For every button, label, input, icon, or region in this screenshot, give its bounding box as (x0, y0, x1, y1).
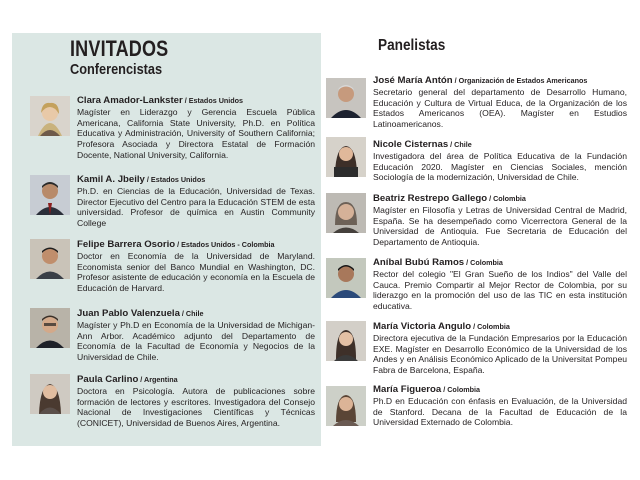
panelist-photo (326, 258, 366, 298)
panelist-name: María Victoria Angulo (373, 321, 472, 332)
panelist-name: María Figueroa (373, 384, 442, 395)
panelist-name: José María Antón (373, 75, 453, 86)
speaker-bio: Magíster en Liderazgo y Gerencia Escuela Pública Americana, California State University, Ph.D. en Política Educativa y Administración, University of Southern California; Profesora Asociada y Directora Estatal de Formación Docente, National University, California. (77, 106, 315, 160)
speaker-photo (30, 175, 70, 215)
speaker-country: / Estados Unidos (144, 175, 206, 184)
panelist-photo (326, 78, 366, 118)
panelist-photo (326, 137, 366, 177)
speaker-name: Clara Amador-Lankster (77, 95, 183, 106)
speaker-photo (30, 374, 70, 414)
panelist-affiliation: / Colombia (487, 194, 526, 203)
invitados-subtitle: Conferencistas (70, 61, 163, 78)
panelist-bio: Directora ejecutiva de la Fundación Empresarios por la Educación EXE. Magíster en Desarrollo Económico de la Universidad de los Andes y en Análisis Económico Aplicado de la Universitat Pompeu Fabra de Barcelona, España. (373, 332, 627, 376)
speaker-name: Juan Pablo Valenzuela (77, 308, 180, 319)
invitados-title: INVITADOS (70, 36, 169, 61)
panelist-affiliation: / Colombia (464, 258, 503, 267)
speaker-country: / Chile (179, 309, 204, 318)
panelist-photo (326, 193, 366, 233)
speaker-name: Felipe Barrera Osorio (77, 239, 176, 250)
speaker-name: Paula Carlino (77, 374, 139, 385)
panelist-photo (326, 321, 366, 361)
speaker-bio: Doctora en Psicología. Autora de publicaciones sobre formación de lectores y escritores. Investigadora del Consejo Nacional de Investigaciones Científicas y Técnicas (CONICET), Universidad de Buenos Aires, Argentina. (77, 385, 315, 429)
speaker-bio: Doctor en Economía de la Universidad de Maryland. Economista senior del Banco Mundial en Washington, DC. Profesor asistente de educación y economía en la Escuela de Educación de Harvard. (77, 250, 315, 294)
invitados-header (70, 38, 190, 79)
panelist-affiliation: / Colombia (471, 322, 510, 331)
panelist-name: Beatriz Restrepo Gallego (373, 193, 488, 204)
panelist-bio: Ph.D en Educación con énfasis en Evaluación, de la Universidad de Stanford. Decana de la Facultad de Educación de la Universidad Externado de Colombia. (373, 395, 627, 428)
panelist-bio: Rector del colegio "El Gran Sueño de los Indios" del Valle del Cauca. Premio Compartir al Mejor Rector de Colombia, por su liderazgo en la promoción del uso de las TIC en esta institución educativa. (373, 268, 627, 312)
panelist-affiliation: / Organización de Estados Americanos (452, 76, 588, 85)
speaker-country: / Argentina (138, 375, 178, 384)
panelist-affiliation: / Colombia (441, 385, 480, 394)
speaker-photo (30, 308, 70, 348)
speaker-country: / Estados Unidos - Colombia (175, 240, 275, 249)
panelistas-title: Panelistas (378, 37, 446, 54)
speaker-country: / Estados Unidos (182, 96, 244, 105)
panelist-affiliation: / Chile (448, 140, 472, 149)
panelist-bio: Secretario general del departamento de Desarrollo Humano, Educación y Cultura de Virtual Educa, de la Organización de los Estados Americanos (OEA). Magíster en Estudios Latinoamericanos. (373, 86, 627, 130)
panelist-name: Nicole Cisternas (373, 139, 449, 150)
speaker-photo (30, 239, 70, 279)
panelist-bio: Investigadora del área de Política Educativa de la Fundación Educación 2020. Magíster en Ciencias Sociales, mención Sociología de la modernización, Universidad de Chile. (373, 150, 627, 183)
speaker-bio: Ph.D. en Ciencias de la Educación, Universidad de Texas. Director Ejecutivo del Centro para la Educación STEM de esta universidad. Profesor de química en Austin Community College (77, 185, 315, 229)
speaker-photo (30, 96, 70, 136)
panelist-name: Aníbal Bubú Ramos (373, 257, 465, 268)
speaker-name: Kamil A. Jbeily (77, 174, 145, 185)
speaker-bio: Magíster y Ph.D en Economía de la Universidad de Michigan-Ann Arbor. Académico adjunto del Departamento de Economía de la Facultad de Economía y Negocios de la Universidad de Chile. (77, 319, 315, 363)
panelist-photo (326, 386, 366, 426)
panelist-bio: Magíster en Filosofía y Letras de Universidad Central de Madrid, España. Se ha desempeñado como Vicerrectora General de la Universidad de Antioquia. Fue Secretaria de Educación del Departamento de Antioquia. (373, 204, 627, 248)
